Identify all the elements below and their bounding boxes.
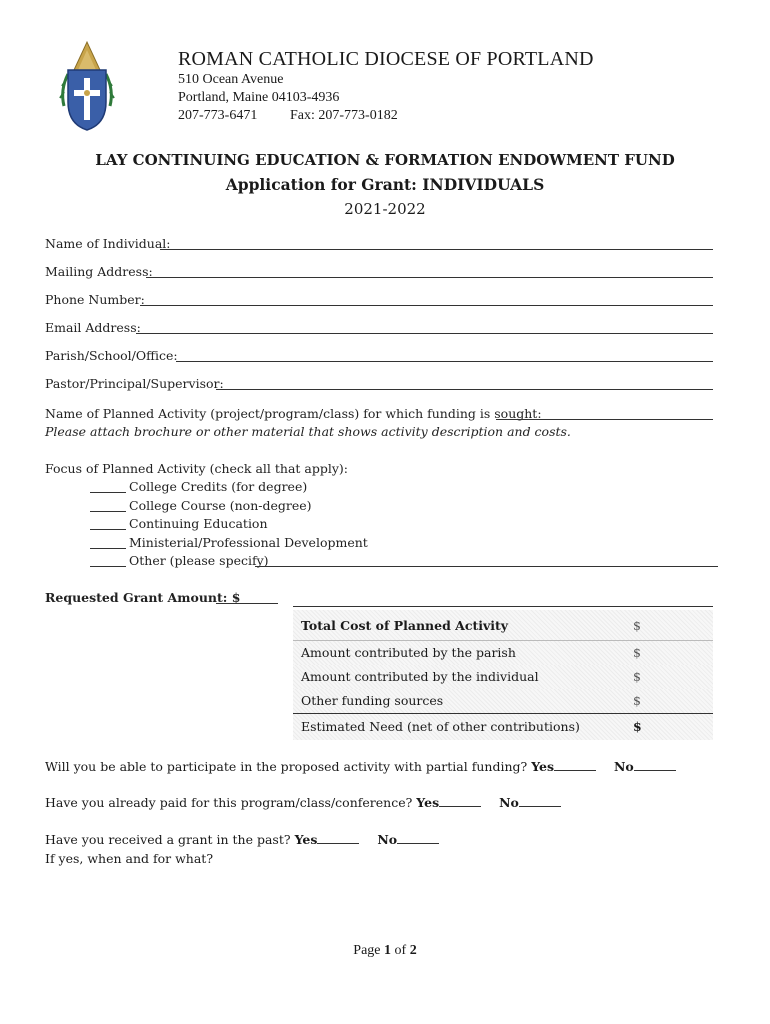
focus-item: Ministerial/Professional Development xyxy=(129,535,368,550)
row-label: Other funding sources xyxy=(301,693,444,708)
parish-field[interactable] xyxy=(176,361,713,362)
question-text: Have you already paid for this program/class/conference? xyxy=(45,795,413,810)
focus-item: Other (please specify) xyxy=(129,553,269,568)
row-label: Amount contributed by the individual xyxy=(301,669,539,684)
row-amount[interactable]: $ xyxy=(633,693,641,708)
mailing-field[interactable] xyxy=(146,277,713,278)
no-label: No xyxy=(377,832,398,847)
page-of: of xyxy=(391,943,410,958)
email-field[interactable] xyxy=(136,333,713,334)
focus-checkbox-ministerial[interactable] xyxy=(90,548,126,549)
diocese-crest-icon xyxy=(58,40,116,132)
question-already-paid xyxy=(45,795,561,810)
table-row xyxy=(293,610,713,641)
phone-label: Phone Number: xyxy=(45,292,145,307)
yes-label: Yes xyxy=(294,832,318,847)
table-row xyxy=(293,641,713,666)
requested-grant-field[interactable] xyxy=(216,603,278,604)
focus-heading: Focus of Planned Activity (check all that apply): xyxy=(45,461,349,476)
activity-label: Name of Planned Activity (project/program/class) for which funding is sought: xyxy=(45,406,542,421)
focus-item: College Credits (for degree) xyxy=(129,479,308,494)
form-year: 2021-2022 xyxy=(344,200,426,218)
pastor-label: Pastor/Principal/Supervisor: xyxy=(45,376,224,391)
row-label: Amount contributed by the parish xyxy=(301,645,516,660)
row-label: Total Cost of Planned Activity xyxy=(301,618,509,633)
attach-note: Please attach brochure or other material that shows activity description and costs. xyxy=(45,424,571,439)
mailing-label: Mailing Address: xyxy=(45,264,153,279)
name-label: Name of Individual: xyxy=(45,236,171,251)
row-amount[interactable]: $ xyxy=(633,645,641,660)
activity-field[interactable] xyxy=(496,419,713,420)
form-title: LAY CONTINUING EDUCATION & FORMATION ENDOWMENT FUND xyxy=(95,151,675,169)
phone-field[interactable] xyxy=(140,305,713,306)
page-current: 1 xyxy=(384,943,392,958)
form-subtitle: Application for Grant: INDIVIDUALS xyxy=(225,175,545,194)
focus-checkbox-continuing[interactable] xyxy=(90,529,126,530)
focus-item: College Course (non-degree) xyxy=(129,498,312,513)
page-prefix: Page xyxy=(353,943,385,958)
address-line2: Portland, Maine 04103-4936 xyxy=(178,90,340,105)
name-field[interactable] xyxy=(160,249,713,250)
past-grant-followup: If yes, when and for what? xyxy=(45,851,214,866)
no-field[interactable] xyxy=(634,770,676,771)
yes-label: Yes xyxy=(416,795,440,810)
row-label: Estimated Need (net of other contributions) xyxy=(301,719,580,734)
yes-label: Yes xyxy=(531,759,555,774)
question-partial-funding xyxy=(45,759,676,774)
yes-field[interactable] xyxy=(554,770,596,771)
yes-field[interactable] xyxy=(439,806,481,807)
focus-item: Continuing Education xyxy=(129,516,268,531)
no-label: No xyxy=(613,759,634,774)
table-top-rule xyxy=(293,606,713,607)
question-text: Will you be able to participate in the proposed activity with partial funding? xyxy=(45,759,528,774)
table-row xyxy=(293,665,713,690)
no-field[interactable] xyxy=(519,806,561,807)
table-row xyxy=(293,714,713,740)
row-amount[interactable]: $ xyxy=(633,719,642,734)
parish-label: Parish/School/Office: xyxy=(45,348,178,363)
focus-checkbox-credits[interactable] xyxy=(90,492,126,493)
phone-number: 207-773-6471 xyxy=(178,108,258,123)
yes-field[interactable] xyxy=(317,843,359,844)
no-label: No xyxy=(499,795,519,810)
row-amount[interactable]: $ xyxy=(633,618,641,633)
no-field[interactable] xyxy=(397,843,439,844)
pastor-field[interactable] xyxy=(216,389,713,390)
requested-grant-label: Requested Grant Amount: $ xyxy=(45,590,241,605)
page-number xyxy=(0,943,770,959)
focus-checkbox-other[interactable] xyxy=(90,566,126,567)
org-name: ROMAN CATHOLIC DIOCESE OF PORTLAND xyxy=(178,48,594,70)
other-specify-field[interactable] xyxy=(255,566,718,567)
table-row xyxy=(293,689,713,714)
row-amount[interactable]: $ xyxy=(633,669,641,684)
focus-checkbox-course[interactable] xyxy=(90,511,126,512)
question-text: Have you received a grant in the past? xyxy=(45,832,291,847)
address-line1: 510 Ocean Avenue xyxy=(178,72,284,87)
fax-number: Fax: 207-773-0182 xyxy=(290,108,398,123)
question-past-grant xyxy=(45,832,439,847)
page-total: 2 xyxy=(409,943,417,958)
email-label: Email Address: xyxy=(45,320,141,335)
